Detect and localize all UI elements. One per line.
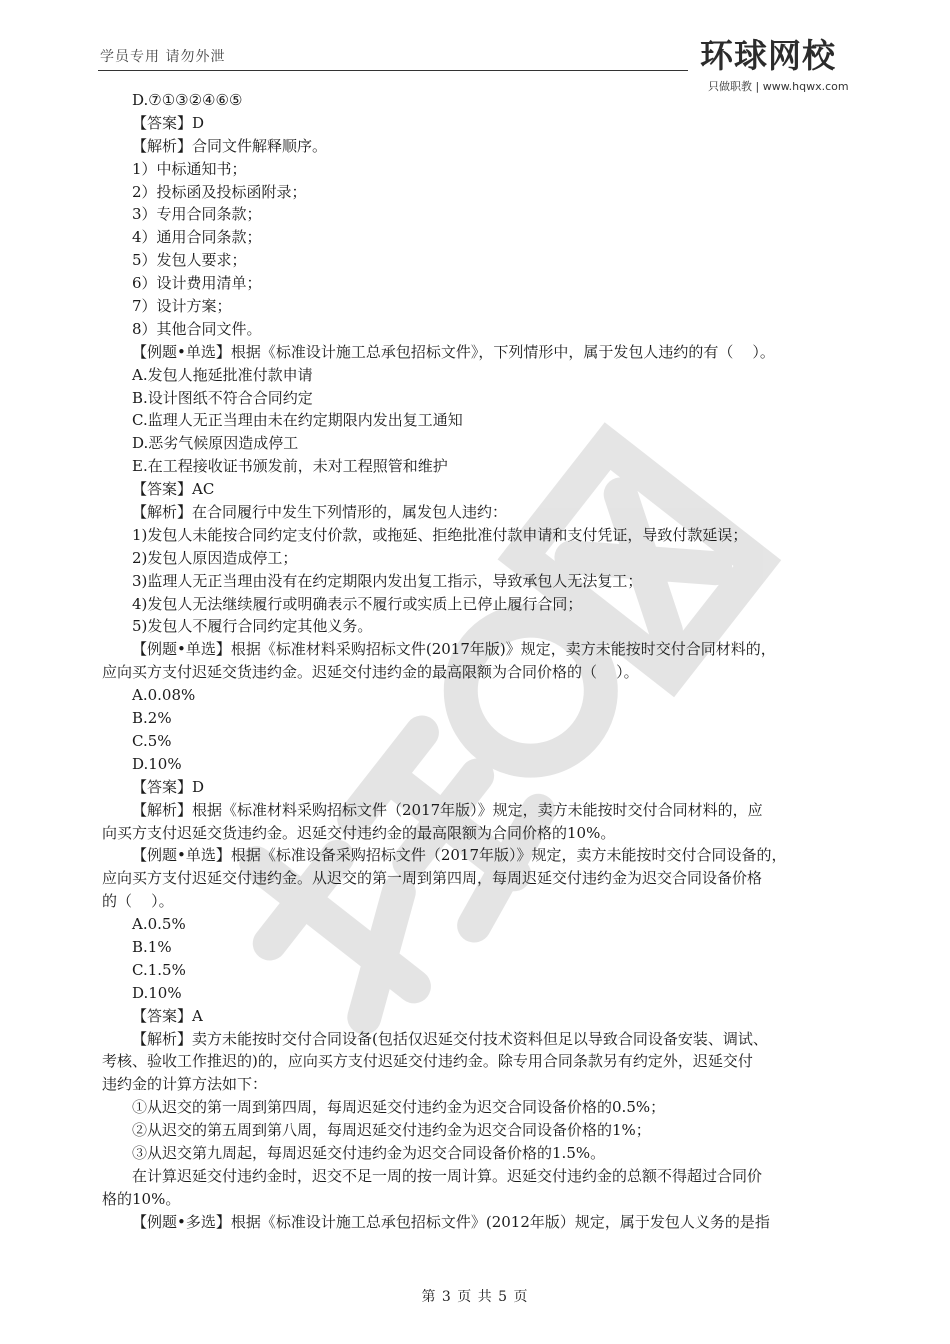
text-line: A.0.5% — [132, 915, 186, 934]
logo-tagline: 只做职教 | www.hqwx.com — [708, 80, 849, 93]
text-line: 7）设计方案； — [132, 297, 232, 316]
text-line: 5)发包人不履行合同约定其他义务。 — [132, 617, 373, 636]
text-line: 4)发包人无法继续履行或明确表示不履行或实质上已停止履行合同； — [132, 594, 583, 613]
text-line: D.恶劣气候原因造成停工 — [132, 434, 299, 453]
text-line: C.监理人无正当理由未在约定期限内发出复工通知 — [132, 411, 463, 430]
text-line: 3）专用合同条款； — [132, 205, 262, 224]
text-line: 【解析】合同文件解释顺序。 — [132, 136, 328, 155]
text-line: 【解析】根据《标准材料采购招标文件（2017年版）》规定，卖方未能按时交付合同材料的，应 — [132, 800, 763, 819]
text-line: ②从迟交的第五周到第八周，每周迟延交付违约金为迟交合同设备价格的1%； — [132, 1121, 651, 1140]
text-line: ③从迟交第九周起，每周迟延交付违约金为迟交合同设备价格的1.5%。 — [132, 1143, 606, 1162]
document-body — [102, 89, 872, 1234]
text-line: B.1% — [132, 937, 172, 956]
text-line: B.设计图纸不符合合同约定 — [132, 388, 313, 407]
text-line: C.5% — [132, 731, 172, 750]
text-line: 5）发包人要求； — [132, 251, 247, 270]
header-divider — [98, 70, 688, 71]
text-line: 3)监理人无正当理由没有在约定期限内发出复工指示，导致承包人无法复工； — [132, 571, 643, 590]
text-line: C.1.5% — [132, 960, 186, 979]
text-line: D.10% — [132, 983, 182, 1002]
text-line: A.发包人拖延批准付款申请 — [132, 365, 313, 384]
text-line: 在计算迟延交付违约金时，迟交不足一周的按一周计算。迟延交付违约金的总额不得超过合同价 — [132, 1166, 763, 1185]
text-line: A.0.08% — [132, 686, 196, 705]
text-line: 1）中标通知书； — [132, 159, 247, 178]
text-line: 【例题•多选】根据《标准设计施工总承包招标文件》(2012年版）规定，属于发包人义务的是指 — [132, 1212, 770, 1231]
text-line: 格的10%。 — [102, 1189, 181, 1208]
text-line: 4）通用合同条款； — [132, 228, 262, 247]
text-line: 的（ ）。 — [102, 892, 174, 911]
text-line: 1)发包人未能按合同约定支付价款，或拖延、拒绝批准付款申请和支付凭证，导致付款延误； — [132, 525, 748, 544]
logo-text: 环球网校 — [700, 36, 836, 75]
hqwx-logo — [700, 36, 880, 96]
text-line: 应向买方支付迟延交付违约金。从迟交的第一周到第四周，每周迟延交付违约金为迟交合同设备价格 — [102, 869, 763, 888]
text-line: 考核、验收工作推迟的)的，应向买方支付迟延交付违约金。除专用合同条款另有约定外，迟延交付 — [102, 1052, 753, 1071]
text-line: 【解析】卖方未能按时交付合同设备(包括仅迟延交付技术资料但足以导致合同设备安装、调试、 — [132, 1029, 768, 1048]
text-line: 2）投标函及投标函附录； — [132, 182, 307, 201]
text-line: D.10% — [132, 754, 182, 773]
text-line: 【例题•单选】根据《标准设计施工总承包招标文件》，下列情形中，属于发包人违约的有（ ）。 — [132, 342, 775, 361]
page-number: 第 3 页 共 5 页 — [421, 1289, 529, 1305]
header-confidential-note: 学员专用 请勿外泄 — [100, 49, 226, 65]
text-line: 【例题•单选】根据《标准设备采购招标文件（2017年版）》规定，卖方未能按时交付合同设备的， — [132, 846, 787, 865]
text-line: 向买方支付迟延交货违约金。迟延交付违约金的最高限额为合同价格的10%。 — [102, 823, 616, 842]
text-line: E.在工程接收证书颁发前，未对工程照管和维护 — [132, 457, 448, 476]
text-line: 8）其他合同文件。 — [132, 319, 262, 338]
text-line: D.⑦①③②④⑥⑤ — [132, 91, 243, 109]
text-line: 6）设计费用清单； — [132, 274, 262, 293]
text-line: 【答案】D — [132, 777, 205, 796]
text-line: 【答案】AC — [132, 480, 215, 499]
text-line: 【答案】D — [132, 113, 205, 132]
text-line: 2)发包人原因造成停工； — [132, 548, 298, 567]
text-line: B.2% — [132, 709, 172, 728]
text-line: 【例题•单选】根据《标准材料采购招标文件(2017年版)》规定，卖方未能按时交付合同材料的， — [132, 640, 776, 659]
text-line: 违约金的计算方法如下： — [102, 1075, 268, 1094]
text-line: 应向买方支付迟延交货违约金。迟延交付违约金的最高限额为合同价格的（ ）。 — [102, 663, 639, 682]
text-line: ①从迟交的第一周到第四周，每周迟延交付违约金为迟交合同设备价格的0.5%； — [132, 1098, 666, 1117]
text-line: 【解析】在合同履行中发生下列情形的，属发包人违约： — [132, 503, 508, 522]
text-line: 【答案】A — [132, 1006, 203, 1025]
